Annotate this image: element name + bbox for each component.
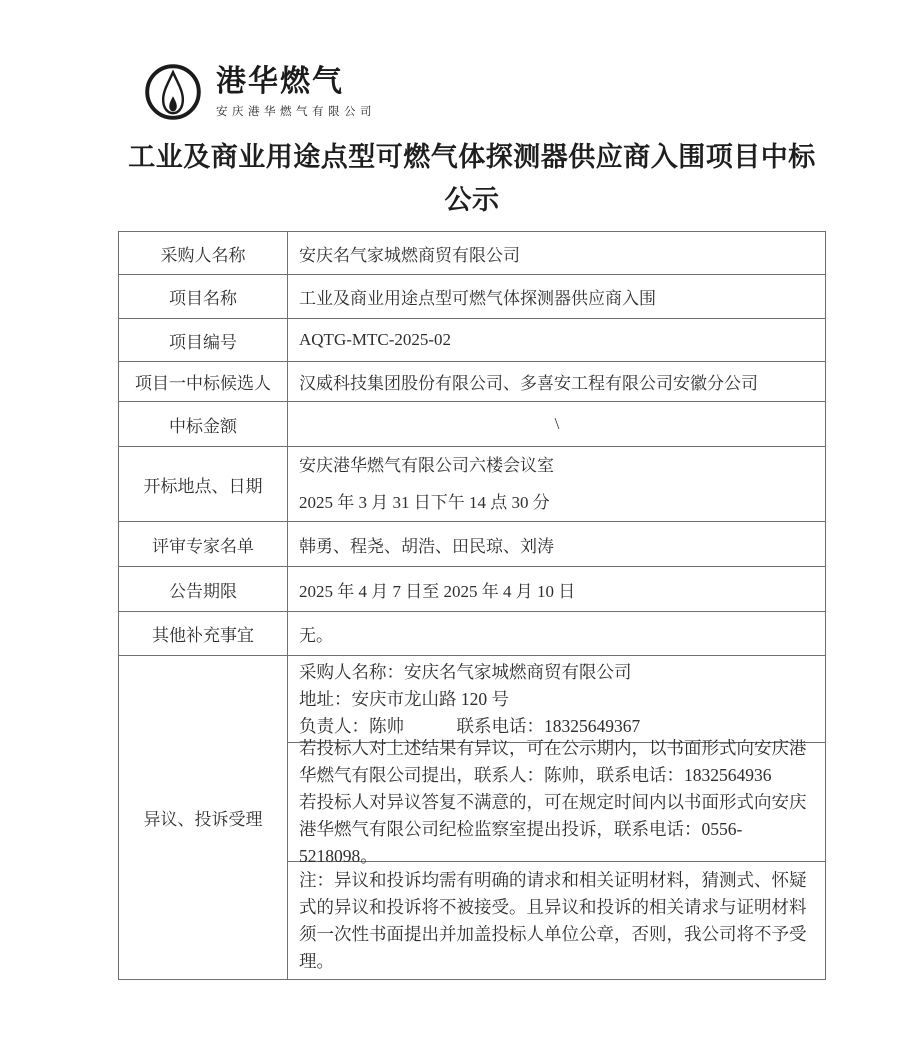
objection-contact-section [288,656,825,742]
row-label: 项目一中标候选人 [119,362,288,402]
row-label: 公告期限 [119,567,288,612]
row-value: 韩勇、程尧、胡浩、田民琼、刘涛 [288,522,826,567]
objection-procedure-para1: 若投标人对上述结果有异议，可在公示期内，以书面形式向安庆港华燃气有限公司提出，联系人：陈帅，联系电话：1832564936 [299,737,807,785]
row-label: 中标金额 [119,402,288,447]
announcement-table [118,231,826,980]
row-label: 异议、投诉受理 [119,656,288,980]
row-value: 工业及商业用途点型可燃气体探测器供应商入围 [288,275,826,319]
row-candidates [119,362,826,402]
towngas-flame-icon [143,62,203,122]
towngas-logo [143,62,376,122]
row-other-matters [119,612,826,656]
objection-address-line: 地址：安庆市龙山路 120 号 [299,688,509,709]
row-label: 项目名称 [119,275,288,319]
row-objection [119,656,826,980]
row-project-name [119,275,826,319]
row-value: \ [288,402,826,447]
bid-opening-datetime: 2025 年 3 月 31 日下午 14 点 30 分 [299,492,550,512]
row-value: AQTG-MTC-2025-02 [288,319,826,362]
row-value: 汉威科技集团股份有限公司、多喜安工程有限公司安徽分公司 [288,362,826,402]
objection-purchaser-line: 采购人名称：安庆名气家城燃商贸有限公司 [299,661,632,682]
row-label: 采购人名称 [119,232,288,275]
row-value: 安庆名气家城燃商贸有限公司 [288,232,826,275]
objection-person-line: 负责人：陈帅 联系电话：18325649367 [299,715,641,736]
objection-note-para: 注：异议和投诉均需有明确的请求和相关证明材料，猜测式、怀疑式的异议和投诉将不被接受。且异议和投诉的相关请求与证明材料须一次性书面提出并加盖投标人单位公章，否则，我公司将不予受理。 [299,869,807,971]
row-label: 其他补充事宜 [119,612,288,656]
row-project-number [119,319,826,362]
row-bid-amount [119,402,826,447]
objection-note-section [288,861,825,979]
objection-procedure-para2: 若投标人对异议答复不满意的，可在规定时间内以书面形式向安庆港华燃气有限公司纪检监察室提出投诉，联系电话：0556-5218098。 [299,791,807,866]
row-purchaser [119,232,826,275]
row-value [288,447,826,522]
logo-brand-text: 港华燃气 [216,64,344,98]
row-value [288,656,826,980]
row-label: 开标地点、日期 [119,447,288,522]
bid-opening-place: 安庆港华燃气有限公司六楼会议室 [299,455,554,475]
row-announcement-period [119,567,826,612]
row-value: 2025 年 4 月 7 日至 2025 年 4 月 10 日 [288,567,826,612]
row-experts [119,522,826,567]
row-label: 评审专家名单 [119,522,288,567]
objection-procedure-section [288,737,825,866]
logo-company-text: 安庆港华燃气有限公司 [216,105,376,118]
page-title: 工业及商业用途点型可燃气体探测器供应商入围项目中标公示 [128,142,816,215]
row-bid-opening [119,447,826,522]
logo-text-block [216,66,376,119]
row-value: 无。 [288,612,826,656]
row-label: 项目编号 [119,319,288,362]
